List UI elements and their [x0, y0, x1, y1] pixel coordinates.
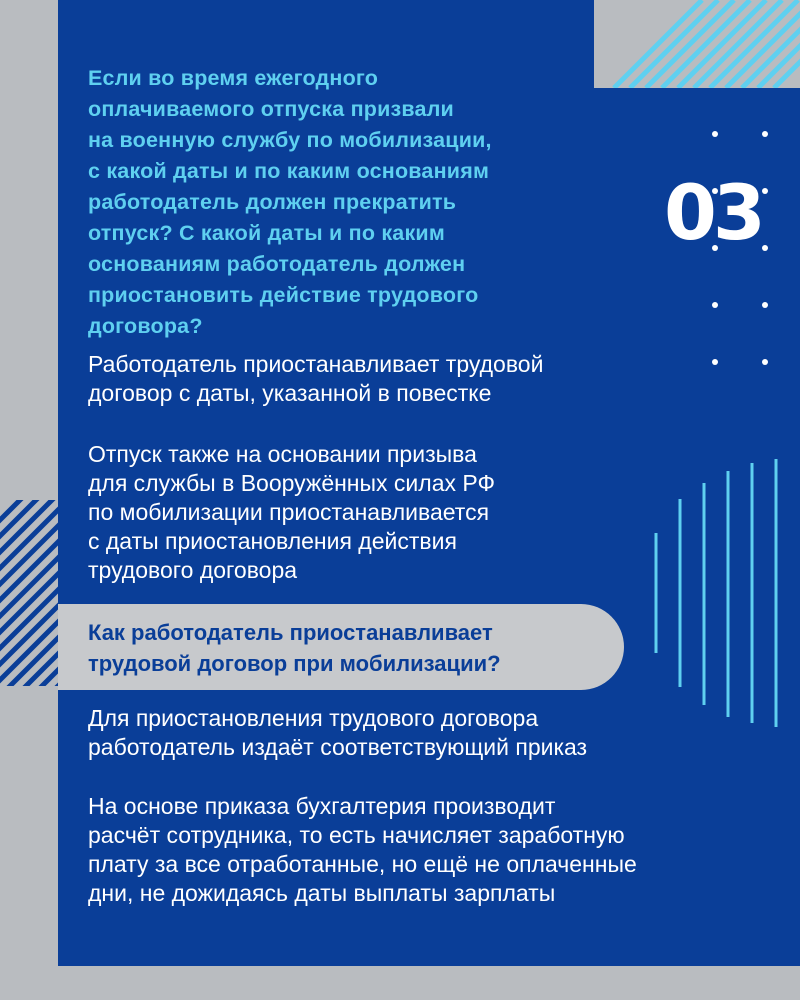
answer-1	[88, 350, 543, 408]
question-2-line: трудовой договор при мобилизации?	[88, 651, 501, 676]
question-2	[88, 617, 501, 679]
answer-2-line: Отпуск также на основании призыва	[88, 441, 477, 467]
answer-4-line: На основе приказа бухгалтерия производит	[88, 793, 556, 819]
question-2-line: Как работодатель приостанавливает	[88, 620, 493, 645]
answer-2-line: для службы в Вооружённых силах РФ	[88, 470, 495, 496]
question-1-line: Если во время ежегодного	[88, 66, 379, 90]
decorative-stripes-top-right	[594, 0, 800, 88]
question-1-line: работодатель должен прекратить	[88, 190, 457, 214]
answer-1-line: Работодатель приостанавливает трудовой	[88, 351, 544, 377]
answer-2-line: с даты приостановления действия	[88, 528, 457, 554]
answer-3-line: работодатель издаёт соответствующий приказ	[88, 734, 588, 760]
number-badge: 03	[664, 168, 762, 257]
question-1-line: приостановить действие трудового	[88, 283, 479, 307]
question-1-line: отпуск? С какой даты и по каким	[88, 221, 445, 245]
answer-2-line: по мобилизации приостанавливается	[88, 499, 490, 525]
question-1-line: на военную службу по мобилизации,	[88, 128, 492, 152]
answer-2	[88, 440, 495, 585]
answer-3	[88, 704, 587, 762]
answer-4	[88, 792, 637, 908]
answer-4-line: плату за все отработанные, но ещё не оплаченные	[88, 851, 637, 877]
answer-3-line: Для приостановления трудового договора	[88, 705, 539, 731]
question-1-line: с какой даты и по каким основаниям	[88, 159, 490, 183]
answer-1-line: договор с даты, указанной в повестке	[88, 380, 492, 406]
answer-4-line: расчёт сотрудника, то есть начисляет заработную	[88, 822, 625, 848]
decorative-stripes-left	[0, 500, 58, 686]
answer-2-line: трудового договора	[88, 557, 298, 583]
question-1-line: договора?	[88, 314, 203, 338]
decorative-vertical-lines	[640, 455, 800, 730]
answer-4-line: дни, не дожидаясь даты выплаты зарплаты	[88, 880, 556, 906]
question-1-line: основаниям работодатель должен	[88, 252, 466, 276]
question-1-line: оплачиваемого отпуска призвали	[88, 97, 454, 121]
question-1	[88, 63, 492, 342]
